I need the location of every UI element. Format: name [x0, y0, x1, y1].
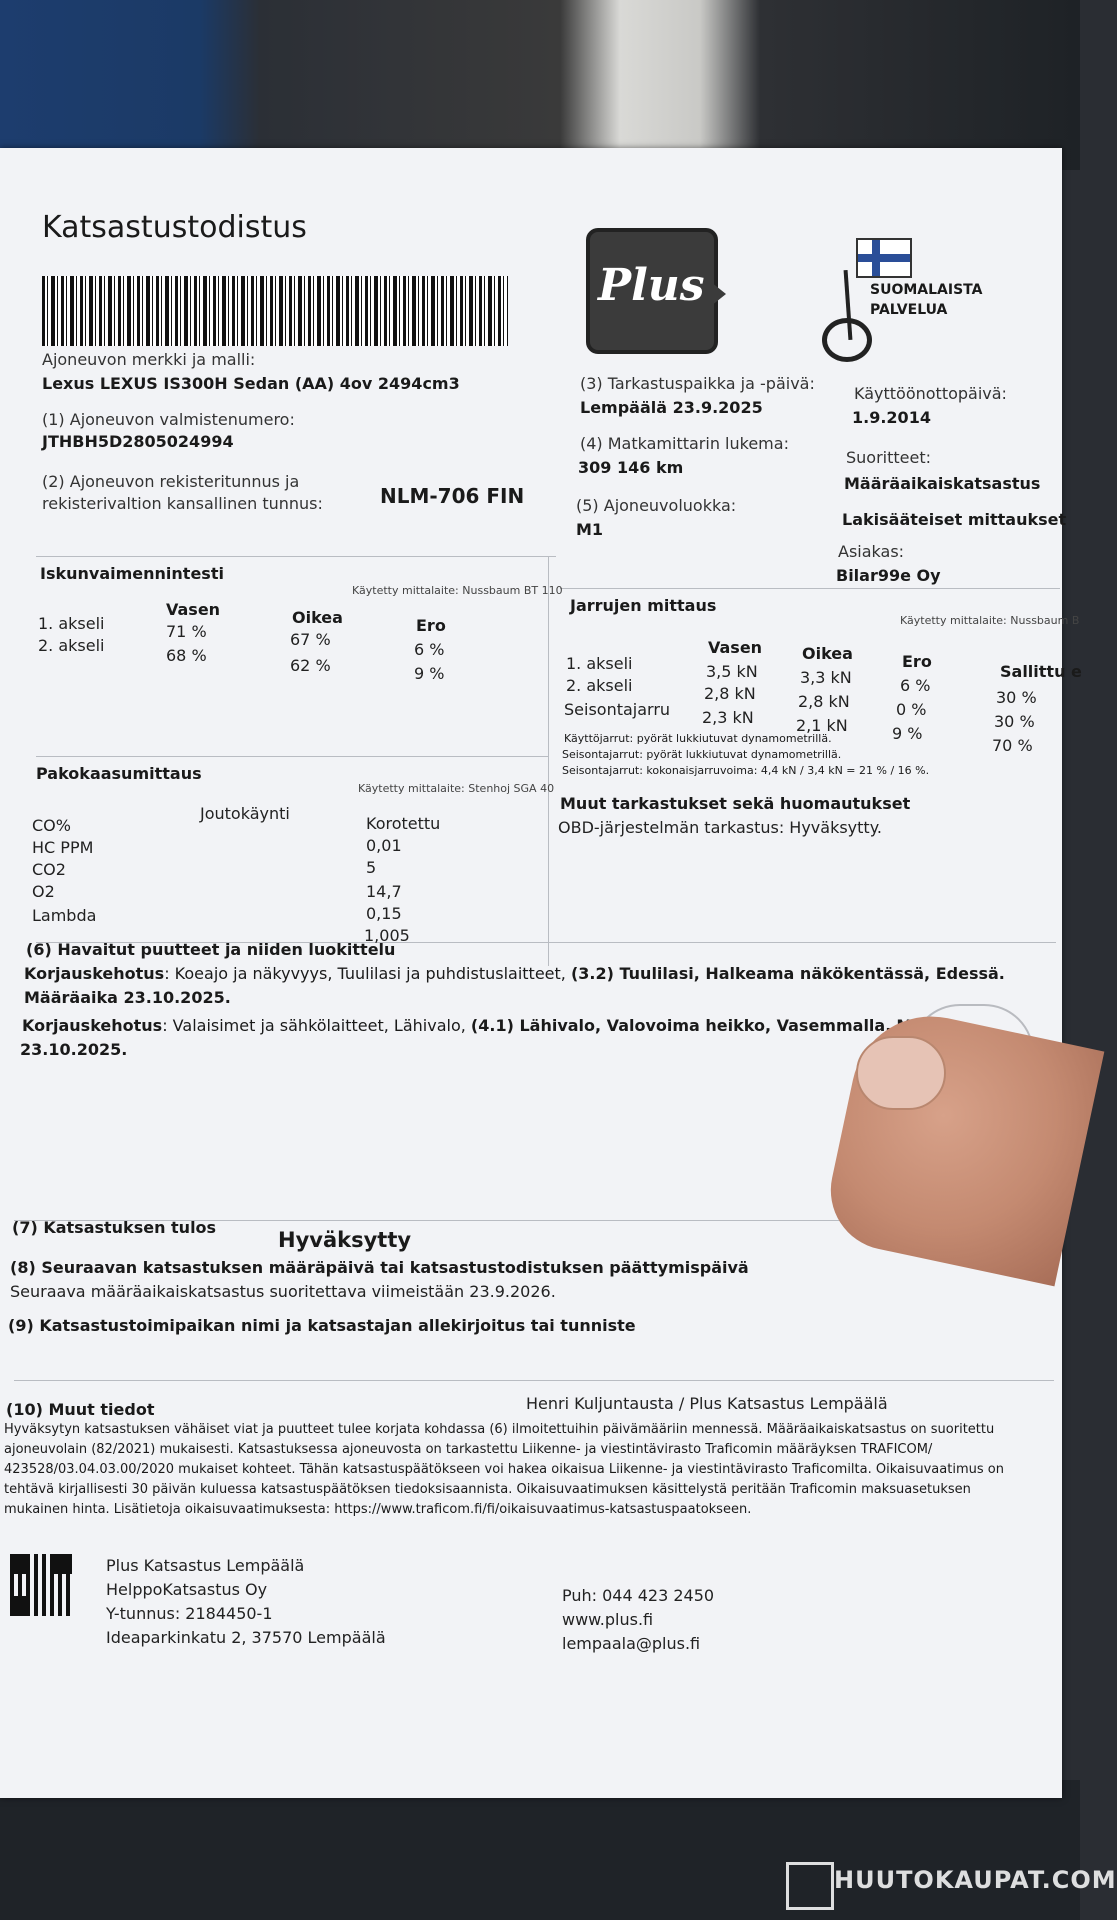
- finnish-flag-icon: [856, 238, 912, 278]
- photo-background-top: [0, 0, 1080, 170]
- inspector-label: (9) Katsastustoimipaikan nimi ja katsastajan allekirjoitus tai tunniste: [8, 1316, 636, 1335]
- brakes-note: Seisontajarrut: kokonaisjarruvoima: 4,4 kN / 3,4 kN = 21 % / 16 %.: [562, 764, 930, 777]
- barcode: [42, 276, 508, 346]
- result-label: (7) Katsastuksen tulos: [12, 1218, 217, 1237]
- vin-label: (1) Ajoneuvon valmistenumero:: [42, 410, 295, 429]
- brakes-row-right: 3,3 kN: [800, 668, 852, 687]
- intro-date-label: Käyttöönottopäivä:: [854, 384, 1007, 403]
- class-value: M1: [576, 520, 604, 539]
- document-title: Katsastustodistus: [42, 210, 307, 245]
- misc-line: Hyväksytyn katsastuksen vähäiset viat ja puutteet tulee korjata kohdassa (6) ilmoitettuihin päivämääriin mennessä. Määräaikaiskatsastus on suoritettu: [4, 1422, 995, 1437]
- brakes-device: Käytetty mittalaite: Nussbaum B: [900, 614, 1080, 627]
- footer-web: www.plus.fi: [562, 1610, 654, 1629]
- brakes-row-diff: 6 %: [900, 676, 931, 695]
- shock-row-label: 1. akseli: [38, 614, 105, 633]
- footer-owner: HelppoKatsastus Oy: [106, 1580, 268, 1599]
- brakes-row-label: Seisontajarru: [564, 700, 671, 719]
- defect-2: Korjauskehotus: Valaisimet ja sähkölaitteet, Lähivalo, (4.1) Lähivalo, Valovoima heikko, Vasemmalla.: [22, 1016, 892, 1035]
- defect-1: Korjauskehotus: Koeajo ja näkyvyys, Tuulilasi ja puhdistuslaitteet, (3.2) Tuulilasi, Halkeama näkökentässä, Edessä.: [24, 964, 1005, 983]
- exhaust-device: Käytetty mittalaite: Stenhoj SGA 40: [358, 782, 555, 795]
- footer-address: Ideaparkinkatu 2, 37570 Lempäälä: [106, 1628, 386, 1647]
- brakes-header-left: Vasen: [708, 638, 763, 657]
- defect-2-due: 23.10.2025.: [20, 1040, 128, 1059]
- brakes-row-left: 2,8 kN: [704, 684, 756, 703]
- divider: [560, 588, 1060, 589]
- misc-line: 423528/03.04.03.00/2020 mukaiset kohteet. Tähän katsastuspäätökseen voi hakea oikaisua Liikenne- ja viestintävirasto Traficomilta. Oikaisuvaatimus on: [4, 1462, 1004, 1477]
- other-checks-title: Muut tarkastukset sekä huomautukset: [560, 794, 911, 813]
- watermark: HUUTOKAUPAT.COM: [834, 1866, 1117, 1894]
- exhaust-col-idle: Joutokäynti: [200, 804, 290, 823]
- misc-line: ajoneuvolain (82/2021) mukaisesti. Katsastuksessa ajoneuvosta on tarkastettu Liikenne- ja viestintävirasto Traficomin määräyksen TRAFICOM/: [4, 1442, 933, 1457]
- performed-2: Lakisääteiset mittaukset: [842, 510, 1067, 529]
- odometer-value: 309 146 km: [578, 458, 684, 477]
- brakes-row-allowed: 30 %: [996, 688, 1037, 707]
- brakes-row-allowed: 30 %: [994, 712, 1035, 731]
- exhaust-value: 1,005: [364, 926, 410, 945]
- brakes-row-label: 1. akseli: [566, 654, 633, 673]
- footer-email: lempaala@plus.fi: [562, 1634, 701, 1653]
- footer-phone: Puh: 044 423 2450: [562, 1586, 715, 1605]
- reg-label-1: (2) Ajoneuvon rekisteritunnus ja: [42, 472, 300, 491]
- misc-line: tehtävä kirjallisesti 30 päivän kuluessa katsastuspäätöksen tiedoksisaannista. Oikaisuvaatimuksen käsittelystä peritään Traficomin maksuasetuksen: [4, 1482, 971, 1497]
- thumbnail: [856, 1036, 946, 1110]
- defect-1-due: Määräaika 23.10.2025.: [24, 988, 231, 1007]
- watermark-logo-icon: [786, 1862, 834, 1910]
- shock-header-diff: Ero: [416, 616, 446, 635]
- brakes-row-label: 2. akseli: [566, 676, 633, 695]
- brakes-note: Käyttöjarrut: pyörät lukkiutuvat dynamometrillä.: [564, 732, 832, 745]
- performed-label: Suoritteet:: [846, 448, 932, 467]
- place-label: (3) Tarkastuspaikka ja -päivä:: [580, 374, 815, 393]
- exhaust-value: 5: [366, 858, 377, 877]
- exhaust-value: 14,7: [366, 882, 402, 901]
- misc-label: (10) Muut tiedot: [6, 1400, 155, 1419]
- defects-title: (6) Havaitut puutteet ja niiden luokittelu: [26, 940, 396, 959]
- plus-logo-tail: [706, 278, 726, 310]
- exhaust-row-label: HC PPM: [32, 838, 94, 857]
- brakes-row-allowed: 70 %: [992, 736, 1033, 755]
- shock-row-right: 67 %: [290, 630, 331, 649]
- exhaust-value: 0,15: [366, 904, 402, 923]
- exhaust-col-raised: Korotettu: [366, 814, 441, 833]
- place-value: Lempäälä 23.9.2025: [580, 398, 763, 417]
- intro-date-value: 1.9.2014: [852, 408, 931, 427]
- next-inspection-text: Seuraava määräaikaiskatsastus suoritettava viimeistään 23.9.2026.: [10, 1282, 556, 1301]
- brakes-note: Seisontajarrut: pyörät lukkiutuvat dynamometrillä.: [562, 748, 842, 761]
- shock-row-diff: 9 %: [414, 664, 445, 683]
- result-value: Hyväksytty: [278, 1228, 412, 1252]
- brakes-row-right: 2,8 kN: [798, 692, 850, 711]
- shock-row-right: 62 %: [290, 656, 331, 675]
- brakes-row-left: 2,3 kN: [702, 708, 754, 727]
- make-label: Ajoneuvon merkki ja malli:: [42, 350, 256, 369]
- brakes-header-allowed: Sallittu e: [1000, 662, 1082, 681]
- footer-ytunnus: Y-tunnus: 2184450-1: [106, 1604, 273, 1623]
- exhaust-title: Pakokaasumittaus: [36, 764, 202, 783]
- performed-1: Määräaikaiskatsastus: [844, 474, 1041, 493]
- shock-row-left: 68 %: [166, 646, 207, 665]
- shock-row-left: 71 %: [166, 622, 207, 641]
- qr-code: [10, 1554, 72, 1616]
- logo-text-palvelua: PALVELUA: [870, 302, 948, 318]
- divider: [36, 556, 556, 557]
- shock-title: Iskunvaimennintesti: [40, 564, 224, 583]
- inspector-name: Henri Kuljuntausta / Plus Katsastus Lempäälä: [526, 1394, 888, 1413]
- next-inspection-label: (8) Seuraavan katsastuksen määräpäivä tai katsastustodistuksen päättymispäivä: [10, 1258, 749, 1277]
- shock-row-label: 2. akseli: [38, 636, 105, 655]
- footer-company: Plus Katsastus Lempäälä: [106, 1556, 305, 1575]
- exhaust-row-label: CO2: [32, 860, 66, 879]
- reg-label-2: rekisterivaltion kansallinen tunnus:: [42, 494, 323, 513]
- class-label: (5) Ajoneuvoluokka:: [576, 496, 737, 515]
- photo-background-bottom: [0, 1780, 1080, 1920]
- shock-row-diff: 6 %: [414, 640, 445, 659]
- misc-line: mukainen hinta. Lisätietoja oikaisuvaatimuksesta: https://www.traficom.fi/fi/oikaisuvaatimus-katsastuspaatokseen.: [4, 1502, 752, 1517]
- divider-vertical: [548, 556, 549, 966]
- shock-device: Käytetty mittalaite: Nussbaum BT 110: [352, 584, 563, 597]
- customer-value: Bilar99e Oy: [836, 566, 941, 585]
- key-ring-icon: [822, 318, 872, 362]
- exhaust-row-label: O2: [32, 882, 55, 901]
- divider: [14, 1380, 1054, 1381]
- make-value: Lexus LEXUS IS300H Sedan (AA) 4ov 2494cm3: [42, 374, 460, 393]
- vin-value: JTHBH5D2805024994: [42, 432, 234, 451]
- brakes-row-diff: 0 %: [896, 700, 927, 719]
- brakes-header-right: Oikea: [802, 644, 853, 663]
- exhaust-row-label: CO%: [32, 816, 71, 835]
- divider: [36, 756, 548, 757]
- shock-header-left: Vasen: [166, 600, 221, 619]
- exhaust-row-label: Lambda: [32, 906, 97, 925]
- customer-label: Asiakas:: [838, 542, 905, 561]
- brakes-title: Jarrujen mittaus: [570, 596, 717, 615]
- exhaust-value: 0,01: [366, 836, 402, 855]
- brakes-row-right: 2,1 kN: [796, 716, 848, 735]
- shock-header-right: Oikea: [292, 608, 343, 627]
- plus-logo: Plus: [586, 228, 718, 354]
- brakes-header-diff: Ero: [902, 652, 932, 671]
- other-checks-text: OBD-järjestelmän tarkastus: Hyväksytty.: [558, 818, 882, 837]
- logo-text-suomalaista: SUOMALAISTA: [870, 282, 983, 298]
- odometer-label: (4) Matkamittarin lukema:: [580, 434, 789, 453]
- reg-value: NLM-706 FIN: [380, 484, 525, 508]
- brakes-row-left: 3,5 kN: [706, 662, 758, 681]
- brakes-row-diff: 9 %: [892, 724, 923, 743]
